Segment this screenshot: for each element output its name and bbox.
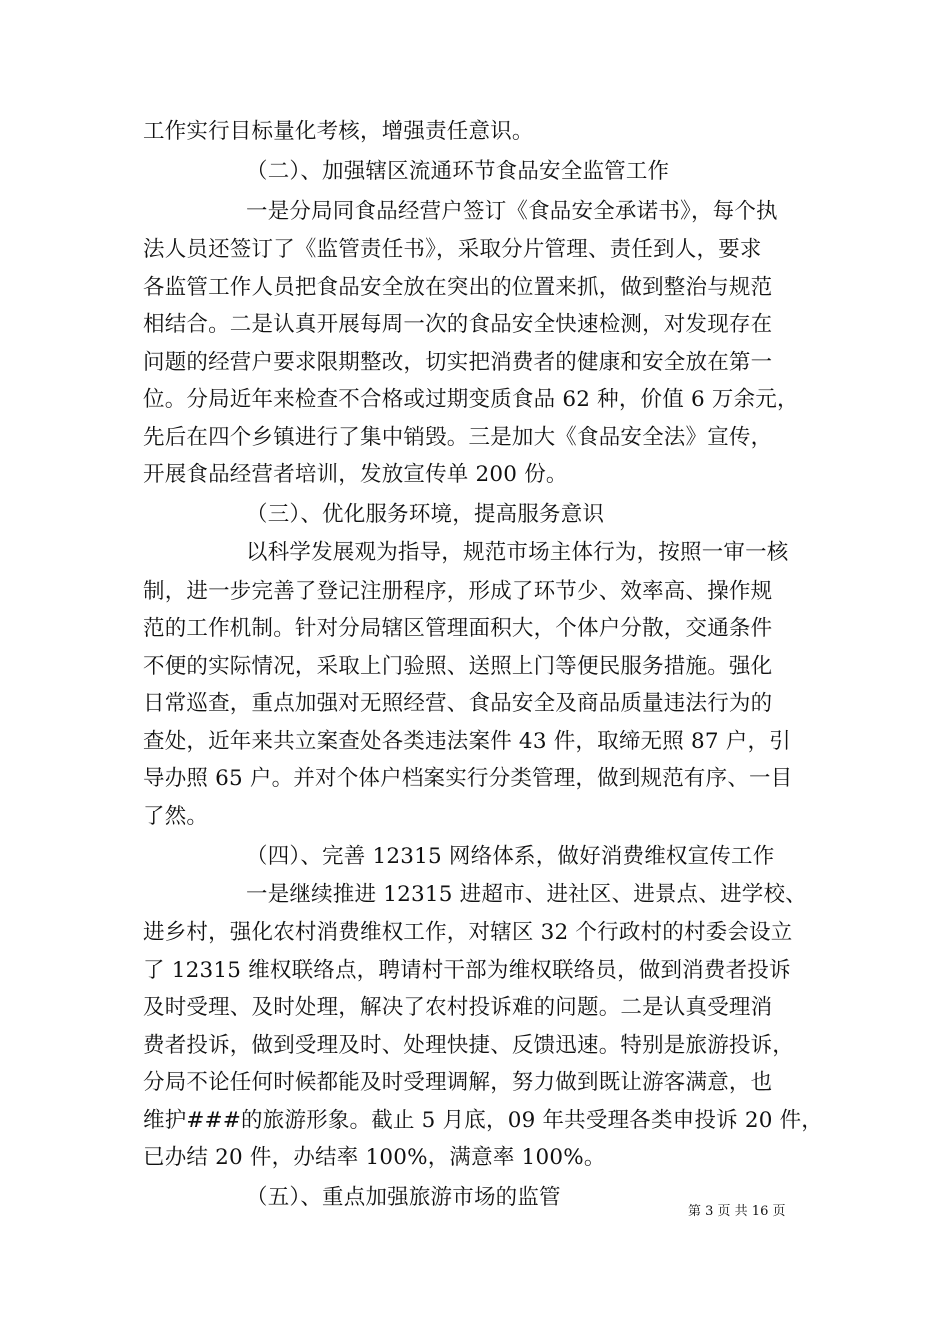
section-heading-5: （五）、重点加强旅游市场的监管 [246,1185,561,1210]
text-line: 相结合。二是认真开展每周一次的食品安全快速检测，对发现存在 [143,312,773,337]
text-line: 范的工作机制。针对分局辖区管理面积大，个体户分散，交通条件 [143,616,773,641]
section-heading-4: （四）、完善 12315 网络体系，做好消费维权宣传工作 [246,844,775,869]
text-line: 工作实行目标量化考核，增强责任意识。 [143,119,534,144]
text-line: 维护###的旅游形象。截止 5 月底，09 年共受理各类申投诉 20 件， [143,1108,824,1133]
text-line: 各监管工作人员把食品安全放在突出的位置来抓，做到整治与规范 [143,275,773,300]
text-line: 已办结 20 件，办结率 100%，满意率 100%。 [143,1145,606,1170]
text-line: 了 12315 维权联络点，聘请村干部为维权联络员，做到消费者投诉 [143,958,791,983]
text-line: 查处，近年来共立案查处各类违法案件 43 件，取缔无照 87 户，引 [143,729,791,754]
text-line: 位。分局近年来检查不合格或过期变质食品 62 种，价值 6 万余元， [143,387,799,412]
text-line: 不便的实际情况，采取上门验照、送照上门等便民服务措施。强化 [143,654,773,679]
text-line: 先后在四个乡镇进行了集中销毁。三是加大《食品安全法》宣传， [143,425,773,450]
text-line: 制，进一步完善了登记注册程序，形成了环节少、效率高、操作规 [143,579,773,604]
text-line: 问题的经营户要求限期整改，切实把消费者的健康和安全放在第一 [143,350,773,375]
text-line: 法人员还签订了《监管责任书》，采取分片管理、责任到人，要求 [143,237,762,262]
text-line: 进乡村，强化农村消费维权工作，对辖区 32 个行政村的村委会设立 [143,920,793,945]
text-line: 及时受理、及时处理，解决了农村投诉难的问题。二是认真受理消 [143,995,773,1020]
page-number: 第 3 页 共 16 页 [688,1204,786,1219]
text-line: 导办照 65 户。并对个体户档案实行分类管理，做到规范有序、一目 [143,766,793,791]
text-line: 以科学发展观为指导，规范市场主体行为，按照一审一核 [246,540,789,565]
text-line: 日常巡查，重点加强对无照经营、食品安全及商品质量违法行为的 [143,691,773,716]
text-line: 了然。 [143,804,209,829]
text-line: 分局不论任何时候都能及时受理调解，努力做到既让游客满意，也 [143,1070,773,1095]
text-line: 开展食品经营者培训，发放宣传单 200 份。 [143,462,568,487]
section-heading-3: （三）、优化服务环境，提高服务意识 [246,502,605,527]
section-heading-2: （二）、加强辖区流通环节食品安全监管工作 [246,159,670,184]
text-line: 费者投诉，做到受理及时、处理快捷、反馈迅速。特别是旅游投诉， [143,1033,795,1058]
text-line: 一是分局同食品经营户签订《食品安全承诺书》，每个执 [246,199,778,224]
text-line: 一是继续推进 12315 进超市、进社区、进景点、进学校、 [246,882,807,907]
